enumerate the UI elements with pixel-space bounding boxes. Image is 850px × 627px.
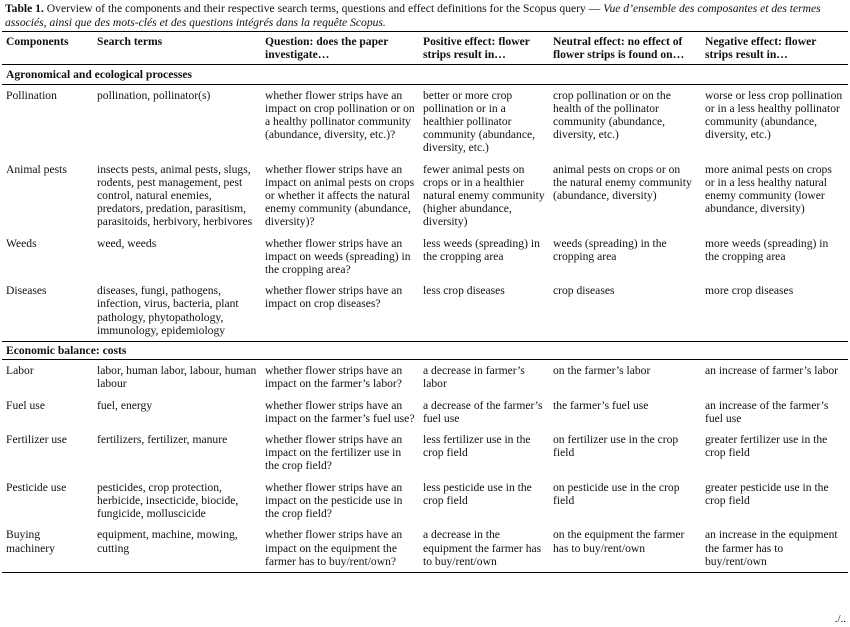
neutral-effect-cell: crop diseases [553,284,615,298]
header-negative-effect: Negative effect: flower strips result in… [701,32,848,65]
component-cell: Pesticide use [6,480,67,494]
search-terms-cell: weed, weeds [97,236,157,250]
negative-effect-cell: an increase of farmer’s labor [705,364,839,378]
question-cell: whether flower strips have an impact on crop diseases? [265,284,403,311]
neutral-effect-cell: the farmer’s fuel use [553,398,649,412]
positive-effect-cell: less fertilizer use in the crop field [423,433,531,460]
positive-effect-cell: a decrease of the farmer’s fuel use [423,398,543,425]
search-terms-cell: fertilizers, fertilizer, manure [97,433,228,447]
table-row [2,524,848,572]
neutral-effect-cell: on the equipment the farmer has to buy/rent/own [549,524,701,572]
section-row [2,65,848,84]
section-title: Economic balance: costs [2,342,848,360]
header-positive-effect: Positive effect: flower strips result in… [419,32,549,65]
positive-effect-cell: a decrease in farmer’s labor [423,364,525,391]
negative-effect-cell: more animal pests on crops or in a less healthy natural enemy community (lower abundance, diversity) [705,162,832,216]
negative-effect-cell: more weeds (spreading) in the cropping area [705,236,829,263]
search-terms-cell: diseases, fungi, pathogens, infection, virus, bacteria, plant pathology, phytopathology, immunology, epidemiology [97,284,239,337]
question-cell: whether flower strips have an impact on the fertilizer use in the crop field? [265,433,403,473]
section-title: Agronomical and ecological processes [2,65,848,84]
neutral-effect-cell: weeds (spreading) in the cropping area [553,236,667,263]
component-cell: Fertilizer use [6,433,67,447]
caption-label: Table 1. [5,2,44,15]
component-cell: Weeds [6,236,37,250]
question-cell: whether flower strips have an impact on animal pests on crops or whether it affects the natural enemy community (abundance, diversity)? [265,162,415,229]
neutral-effect-cell: on pesticide use in the crop field [553,480,680,507]
header-search-terms: Search terms [93,32,261,65]
component-cell: Buying machinery [2,524,93,572]
neutral-effect-cell: on fertilizer use in the crop field [553,433,679,460]
negative-effect-cell: greater pesticide use in the crop field [705,480,829,507]
positive-effect-cell: less crop diseases [423,284,505,298]
header-row [2,32,848,65]
table-row [2,280,848,341]
positive-effect-cell: less pesticide use in the crop field [423,480,532,507]
table-row [2,84,848,159]
question-cell: whether flower strips have an impact on the farmer’s labor? [265,364,403,391]
caption-english: Overview of the components and their respective search terms, questions and effect definitions for the Scopus query — [43,2,604,15]
search-terms-cell: pesticides, crop protection, herbicide, insecticide, biocide, fungicide, molluscicide [97,480,239,521]
question-cell: whether flower strips have an impact on weeds (spreading) in the cropping area? [265,236,411,277]
component-cell: Labor [6,364,34,378]
table-row [2,233,848,281]
negative-effect-cell: an increase in the equipment the farmer has to buy/rent/own [701,524,848,572]
positive-effect-cell: better or more crop pollination or in a healthier pollinator community (abundance, diversity, etc.) [423,88,536,155]
search-terms-cell: insects pests, animal pests, slugs, rodents, pest management, pest control, natural enemies, predators, predation, parasitism, parasitoids, herbivory, herbivores [97,162,253,229]
component-cell: Animal pests [6,162,67,176]
question-cell: whether flower strips have an impact on crop pollination or on a healthy pollinator community (abundance, diversity, etc.)? [265,88,415,142]
question-cell: whether flower strips have an impact on the pesticide use in the crop field? [265,480,403,521]
table-row [2,360,848,395]
search-terms-cell: fuel, energy [97,398,153,412]
question-cell: whether flower strips have an impact on the equipment the farmer has to buy/rent/own? [261,524,419,572]
continuation-mark: ./.. [834,613,846,625]
table-row [2,429,848,477]
section-row [2,342,848,360]
table-row [2,477,848,525]
table-caption [5,2,847,29]
components-table [2,31,848,573]
header-question: Question: does the paper investigate… [261,32,419,65]
positive-effect-cell: less weeds (spreading) in the cropping area [423,236,540,263]
header-components: Components [2,32,93,65]
negative-effect-cell: worse or less crop pollination or in a less healthy pollinator community (abundance, diversity, etc.) [705,88,843,142]
search-terms-cell: labor, human labor, labour, human labour [97,364,257,391]
neutral-effect-cell: animal pests on crops or on the natural enemy community (abundance, diversity) [553,162,692,203]
search-terms-cell: equipment, machine, mowing, cutting [93,524,261,572]
positive-effect-cell: a decrease in the equipment the farmer has to buy/rent/own [419,524,549,572]
header-neutral-effect: Neutral effect: no effect of flower strips is found on… [549,32,701,65]
table-row [2,395,848,429]
caption-french: Vue d’ensemble des composantes et des termes associés, ainsi que des mots-clés et des questions intégrés dans la requête Scopus. [5,2,821,29]
question-cell: whether flower strips have an impact on the farmer’s fuel use? [265,398,415,425]
component-cell: Pollination [6,88,57,102]
neutral-effect-cell: crop pollination or on the health of the pollinator community (abundance, diversity, etc.) [553,88,671,142]
component-cell: Diseases [6,284,47,298]
neutral-effect-cell: on the farmer’s labor [553,364,651,378]
component-cell: Fuel use [6,398,45,412]
search-terms-cell: pollination, pollinator(s) [97,88,211,102]
negative-effect-cell: more crop diseases [705,284,794,298]
table-row [2,159,848,233]
negative-effect-cell: an increase of the farmer’s fuel use [705,398,829,425]
negative-effect-cell: greater fertilizer use in the crop field [705,433,828,460]
positive-effect-cell: fewer animal pests on crops or in a healthier natural enemy community (higher abundance, diversity) [423,162,545,229]
